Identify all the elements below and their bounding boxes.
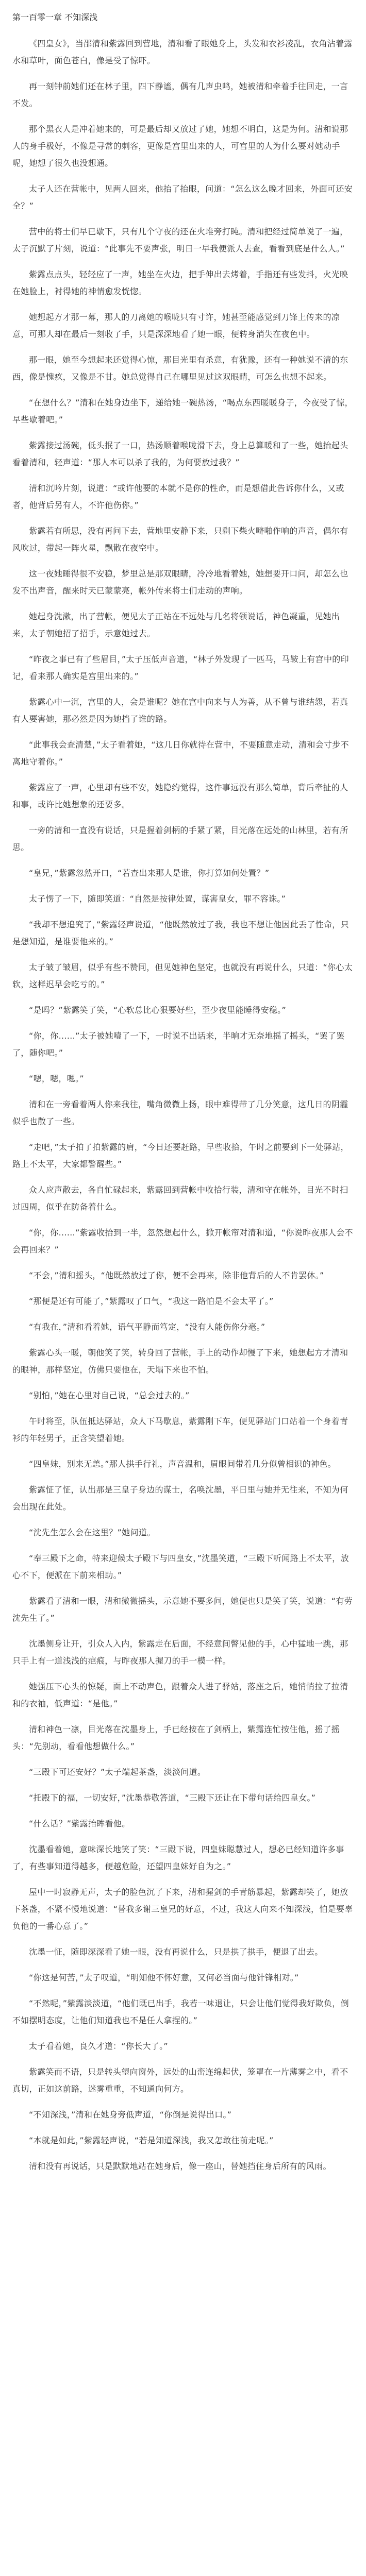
paragraph: “此事我会查清楚，”太子看着她，“这几日你就待在营中，不要随意走动，清和会寸步不离地守着你。” bbox=[12, 740, 349, 767]
paragraph: 她强压下心头的惊疑，面上不动声色，跟着众人进了驿站，落座之后，她悄悄拉了拉清和的衣袖，低声道：“是他。” bbox=[12, 1682, 348, 1708]
paragraph: 太子人还在营帐中，见两人回来，他抬了抬眼，问道：“怎么这么晚才回来，外面可还安全？” bbox=[12, 184, 353, 211]
paragraph: “皇兄，”紫露忽然开口，“若查出来那人是谁，你打算如何处置？” bbox=[29, 868, 270, 878]
paragraph: “三殿下可还安好？”太子端起茶盏，淡淡问道。 bbox=[29, 1767, 206, 1777]
paragraph: “沈先生怎么会在这里？”她问道。 bbox=[29, 1528, 156, 1537]
paragraph: 清和没有再说话，只是默默地站在她身后，像一座山，替她挡住身后所有的风雨。 bbox=[29, 2161, 331, 2171]
paragraph: 紫露心头一暖，朝他笑了笑，转身回了营帐，手上的动作却慢了下来，她想起方才清和的眼神，那样坚定，仿佛只要他在，天塌下来也不怕。 bbox=[12, 1348, 348, 1375]
chapter-title: 第一百零一章 不知深浅 bbox=[12, 12, 98, 22]
chapter-body bbox=[12, 35, 354, 2175]
paragraph: “是吗？”紫露笑了笑，“心软总比心狠要好些，至少夜里能睡得安稳。” bbox=[29, 1005, 287, 1015]
paragraph: “四皇妹，别来无恙。”那人拱手行礼，声音温和，眉眼间带着几分似曾相识的神色。 bbox=[29, 1459, 336, 1469]
paragraph: 紫露接过汤碗，低头抿了一口，热汤顺着喉咙滑下去，身上总算暖和了一些，她抬起头看着清和，轻声道：“那人本可以杀了我的，为何要放过我？” bbox=[12, 440, 348, 467]
paragraph: “不会，”清和摇头，“他既然放过了你，便不会再来，除非他背后的人不肯罢休。” bbox=[29, 1270, 324, 1280]
paragraph: 清和沉吟片刻，说道：“或许他要的本就不是你的性命，而是想借此告诉你什么，又或者，他背后另有人，不许他伤你。” bbox=[12, 483, 344, 510]
paragraph: 她起身洗漱，出了营帐，便见太子正站在不远处与几名将领说话，神色凝重，见她出来，太子朝她招了招手，示意她过去。 bbox=[12, 612, 340, 638]
paragraph: “我却不想追究了，”紫露轻声说道，“他既然放过了我，我也不想让他因此丢了性命，只是想知道，是谁要他来的。” bbox=[12, 920, 349, 946]
paragraph: 紫露应了一声，心里却有些不安，她隐约觉得，这件事远没有那么简单，背后牵扯的人和事，或许比她想象的还要多。 bbox=[12, 783, 348, 809]
paragraph: “你，你……”太子被她噎了一下，一时说不出话来，半晌才无奈地摇了摇头，“罢了罢了，随你吧。” bbox=[12, 1031, 345, 1058]
paragraph: “走吧，”太子拍了拍紫露的肩，“今日还要赶路，早些收拾，午时之前要到下一处驿站，路上不太平，大家都警醒些。” bbox=[12, 1142, 349, 1169]
paragraph: 沈墨侧身让开，引众人入内，紫露走在后面，不经意间瞥见他的手，心中猛地一跳，那只手上有一道浅浅的疤痕，与昨夜那人握刀的手一模一样。 bbox=[12, 1639, 348, 1666]
paragraph: 太子看着她，良久才道：“你长大了。” bbox=[29, 2041, 168, 2051]
paragraph: “托殿下的福，一切安好，”沈墨恭敬答道，“三殿下还让在下带句话给四皇女。” bbox=[29, 1793, 316, 1803]
paragraph: “嗯，嗯，嗯。” bbox=[29, 1074, 84, 1083]
paragraph: 清和在一旁看着两人你来我往，嘴角微微上扬，眼中难得带了几分笑意，这几日的阴霾似乎也散了一些。 bbox=[12, 1099, 348, 1126]
paragraph: 太子愣了一下，随即笑道：“自然是按律处置，谋害皇女，罪不容诛。” bbox=[29, 894, 286, 904]
paragraph: 紫露怔了怔，认出那是三皇子身边的谋士，名唤沈墨，平日里与她并无往来，不知为何会出现在此处。 bbox=[12, 1485, 348, 1512]
paragraph: “不知深浅，”清和在她身旁低声道，“你倒是说得出口。” bbox=[29, 2110, 232, 2120]
paragraph: “有我在，”清和看着她，语气平静而笃定，“没有人能伤你分毫。” bbox=[29, 1322, 265, 1332]
paragraph: “在想什么？”清和在她身边坐下，递给她一碗热汤，“喝点东西暖暖身子，今夜受了惊，早些歇着吧。” bbox=[12, 398, 353, 425]
paragraph: 紫露心中一沉，宫里的人，会是谁呢？她在宫中向来与人为善，从不曾与谁结怨，若真有人要害她，那必然是因为她挡了谁的路。 bbox=[12, 697, 348, 724]
paragraph: “别怕，”她在心里对自己说，“总会过去的。” bbox=[29, 1391, 190, 1400]
paragraph: 紫露点点头，轻轻应了一声，她坐在火边，把手伸出去烤着，手指还有些发抖，火光映在她脸上，衬得她的神情愈发恍惚。 bbox=[12, 269, 348, 296]
paragraph: “本就是如此，”紫露轻声说，“若是知道深浅，我又怎敢往前走呢。” bbox=[29, 2136, 274, 2145]
paragraph: 紫露若有所思，没有再问下去，营地里安静下来，只剩下柴火噼啪作响的声音，偶尔有风吹过，带起一阵火星，飘散在夜空中。 bbox=[12, 526, 348, 553]
paragraph: 再一刻钟前她们还在林子里，四下静谧，偶有几声虫鸣，她被清和牵着手往回走，一言不发。 bbox=[12, 81, 348, 108]
paragraph: 沈墨一怔，随即深深看了她一眼，没有再说什么，只是拱了拱手，便退了出去。 bbox=[29, 1947, 323, 1957]
paragraph: “奉三殿下之命，特来迎候太子殿下与四皇女，”沈墨笑道，“三殿下听闻路上不太平，放心不下，便派在下前来相助。” bbox=[12, 1553, 349, 1580]
paragraph: 太子皱了皱眉，似乎有些不赞同，但见她神色坚定，也就没有再说什么，只道：“你心太软，这样迟早会吃亏的。” bbox=[12, 962, 353, 989]
paragraph: 沈墨看着她，意味深长地笑了笑：“三殿下说，四皇妹聪慧过人，想必已经知道许多事了，有些事知道得越多，便越危险，还望四皇妹好自为之。” bbox=[12, 1844, 344, 1871]
paragraph: “你，你……”紫露收拾到一半，忽然想起什么，掀开帐帘对清和道，“你说昨夜那人会不会再回来？” bbox=[12, 1228, 353, 1255]
paragraph: 那个黑衣人是冲着她来的，可是最后却又放过了她，她想不明白，这是为何。清和说那人的身手极好，不像是寻常的刺客，更像是宫里出来的人，可宫里的人为什么要对她动手呢，她想了很久也没想通。 bbox=[12, 124, 348, 168]
paragraph: “什么话？”紫露抬眸看他。 bbox=[29, 1819, 130, 1828]
paragraph: 紫露看了清和一眼，清和微微摇头，示意她不要多问，她便也只是笑了笑，说道：“有劳沈先生了。” bbox=[12, 1596, 353, 1623]
paragraph: “昨夜之事已有了些眉目，”太子压低声音道，“林子外发现了一匹马，马鞍上有宫中的印记，看来那人确实是宫里出来的。” bbox=[12, 654, 349, 681]
paragraph: 这一夜她睡得很不安稳，梦里总是那双眼睛，冷冷地看着她，她想要开口问，却怎么也发不出声音，醒来时天已蒙蒙亮，帐外传来将士们走动的声响。 bbox=[12, 569, 348, 596]
paragraph: “不然呢，”紫露淡淡道，“他们既已出手，我若一味退让，只会让他们觉得我好欺负，倒不如摆明态度，让他们知道我也不是任人拿捏的。” bbox=[12, 1998, 349, 2025]
paragraph: 午时将至，队伍抵达驿站，众人下马歇息，紫露刚下车，便见驿站门口站着一个身着青衫的年轻男子，正含笑望着她。 bbox=[12, 1416, 348, 1443]
paragraph: 清和神色一凛，目光落在沈墨身上，手已经按在了剑柄上，紫露连忙按住他，摇了摇头：“先别动，看看他想做什么。” bbox=[12, 1724, 340, 1751]
paragraph: “那便是还有可能了，”紫露叹了口气，“我这一路怕是不会太平了。” bbox=[29, 1296, 274, 1306]
paragraph: 营中的将士们早已歇下，只有几个守夜的还在火堆旁打盹。清和把经过简单说了一遍，太子沉默了片刻，说道：“此事先不要声张，明日一早我便派人去查，看看到底是什么人。” bbox=[12, 227, 348, 253]
paragraph: 屋中一时寂静无声，太子的脸色沉了下来，清和握剑的手青筋暴起，紫露却笑了，她放下茶盏，不紧不慢地说道：“替我多谢三皇兄的好意，不过，我这人向来不知深浅，怕是要辜负他的一番心意了。” bbox=[12, 1887, 353, 1931]
paragraph: 一旁的清和一直没有说话，只是握着剑柄的手紧了紧，目光落在远处的山林里，若有所思。 bbox=[12, 825, 348, 852]
paragraph: 那一眼，她至今想起来还觉得心惊，那目光里有杀意，有犹豫，还有一种她说不清的东西，像是愧疚，又像是不甘。她总觉得自己在哪里见过这双眼睛，可怎么也想不起来。 bbox=[12, 355, 348, 382]
paragraph: 紫露笑而不语，只是转头望向窗外，远处的山峦连绵起伏，笼罩在一片薄雾之中，看不真切，正如这前路，迷雾重重，不知通向何方。 bbox=[12, 2067, 348, 2094]
paragraph: 《四皇女》，当邵清和紫露回到营地，清和看了眼她身上，头发和衣衫凌乱，衣角沾着露水和草叶，面色苍白，像是受了惊吓。 bbox=[12, 39, 353, 65]
paragraph: 她想起方才那一幕，那人的刀离她的喉咙只有寸许，她甚至能感觉到刀锋上传来的凉意，可那人却在最后一刻收了手，只是深深地看了她一眼，便转身消失在夜色中。 bbox=[12, 312, 340, 339]
paragraph: “你这是何苦，”太子叹道，“明知他不怀好意，又何必当面与他针锋相对。” bbox=[29, 1973, 299, 1982]
paragraph: 众人应声散去，各自忙碌起来，紫露回到营帐中收拾行装，清和守在帐外，目光不时扫过四周，似乎在防备着什么。 bbox=[12, 1185, 348, 1212]
